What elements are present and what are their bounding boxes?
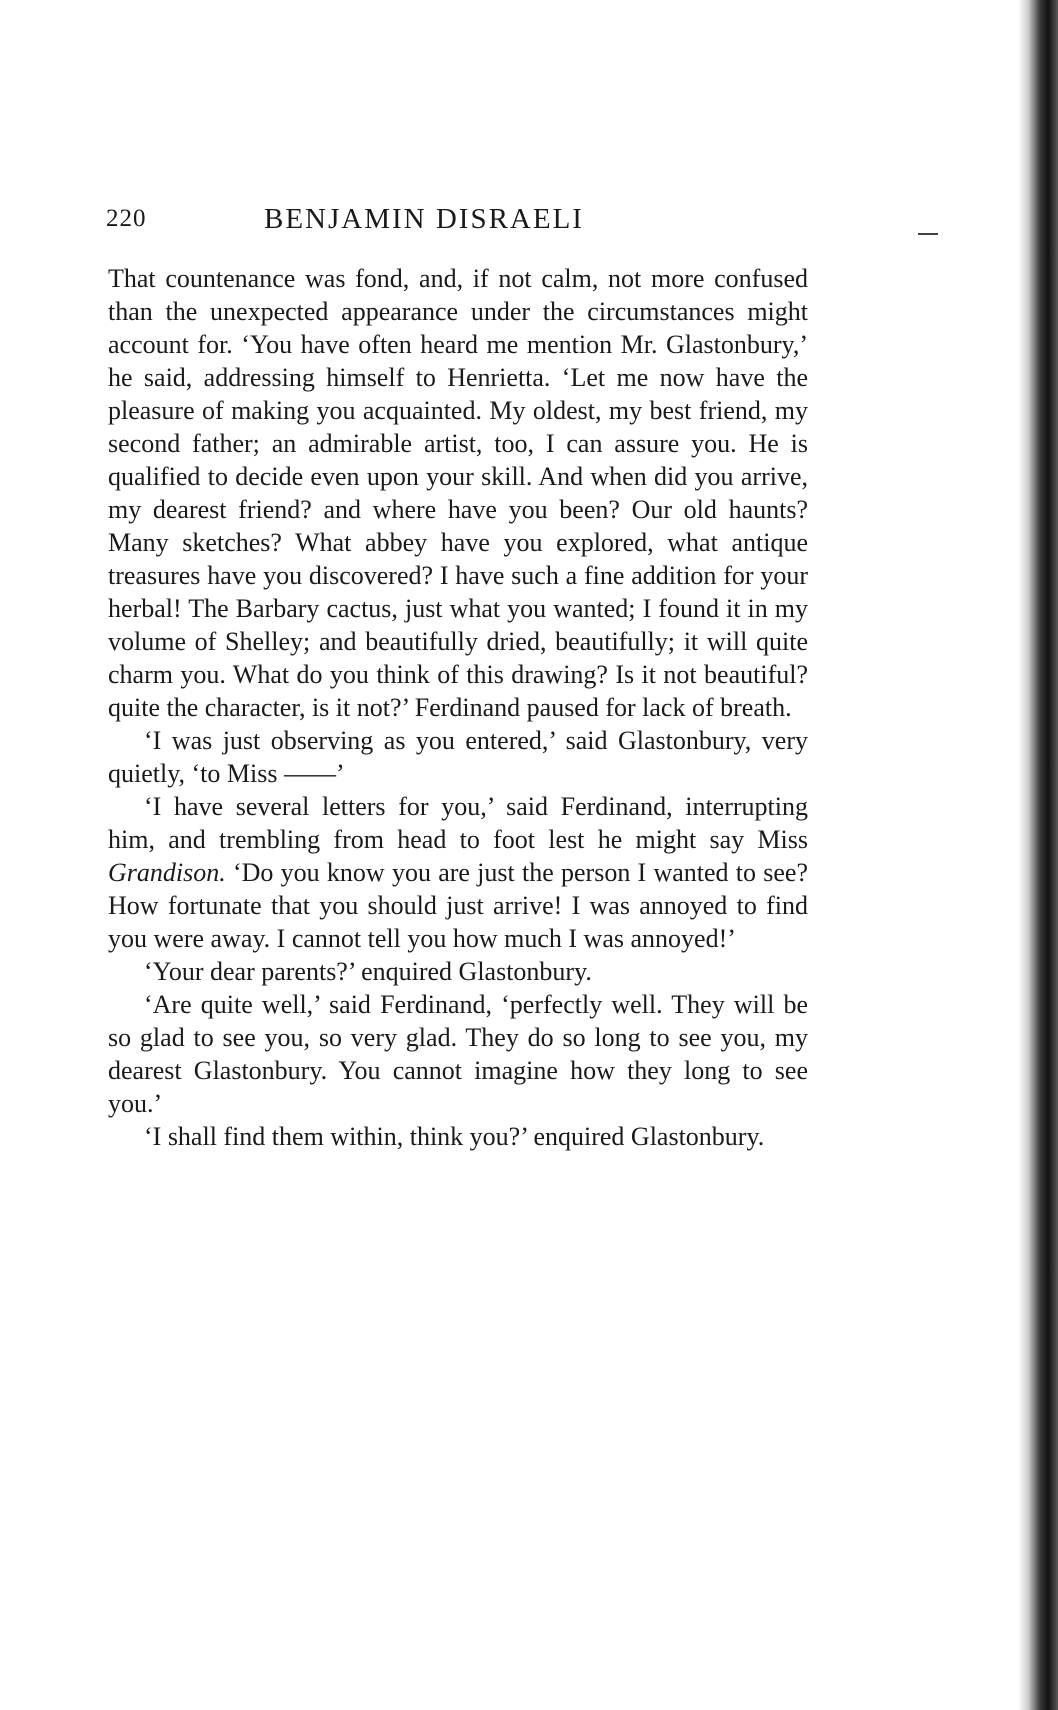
running-head: BENJAMIN DISRAELI: [264, 203, 584, 235]
page-binding-edge: [1018, 0, 1058, 1710]
paragraph-3-start: ‘I have several letters for you,’ said Ferdinand, interrupting him, and trembling from head to foot lest he might say Miss: [108, 792, 808, 854]
page-number: 220: [106, 205, 147, 232]
italic-name: Grandison.: [108, 858, 226, 887]
paragraph-5: ‘Are quite well,’ said Ferdinand, ‘perfectly well. They will be so glad to see you, so very glad. They do so long to see you, my dearest Glastonbury. You cannot imagine how they long to see you.’: [108, 990, 808, 1118]
paragraph-1: That countenance was fond, and, if not calm, not more confused than the unexpected appearance under the circumstances might account for. ‘You have often heard me mention Mr. Glastonbury,’ he said, addressing himself to Henrietta. ‘Let me now have the pleasure of making you acquainted. My oldest, my best friend, my second father; an admirable artist, too, I can assure you. He is qualified to decide even upon your skill. And when did you arrive, my dearest friend? and where have you been? Our old haunts? Many sketches? What abbey have you explored, what antique treasures have you discovered? I have such a fine addition for your herbal! The Barbary cactus, just what you wanted; I found it in my volume of Shelley; and beautifully dried, beautifully; it will quite charm you. What do you think of this drawing? Is it not beautiful? quite the character, is it not?’ Ferdinand paused for lack of breath.: [108, 264, 808, 722]
margin-mark: [918, 233, 938, 235]
paragraph-6: ‘I shall find them within, think you?’ enquired Glastonbury.: [144, 1122, 765, 1151]
paragraph-2: ‘I was just observing as you entered,’ said Glastonbury, very quietly, ‘to Miss ——’: [108, 726, 808, 788]
paragraph-3: [108, 790, 808, 955]
paragraph-3-end: ‘Do you know you are just the person I wanted to see? How fortunate that you should just arrive! I was annoyed to find you were away. I cannot tell you how much I was annoyed!’: [108, 858, 808, 953]
page-header: [106, 203, 806, 239]
body-text: [108, 262, 808, 1153]
paragraph-4: ‘Your dear parents?’ enquired Glastonbury.: [144, 957, 592, 986]
